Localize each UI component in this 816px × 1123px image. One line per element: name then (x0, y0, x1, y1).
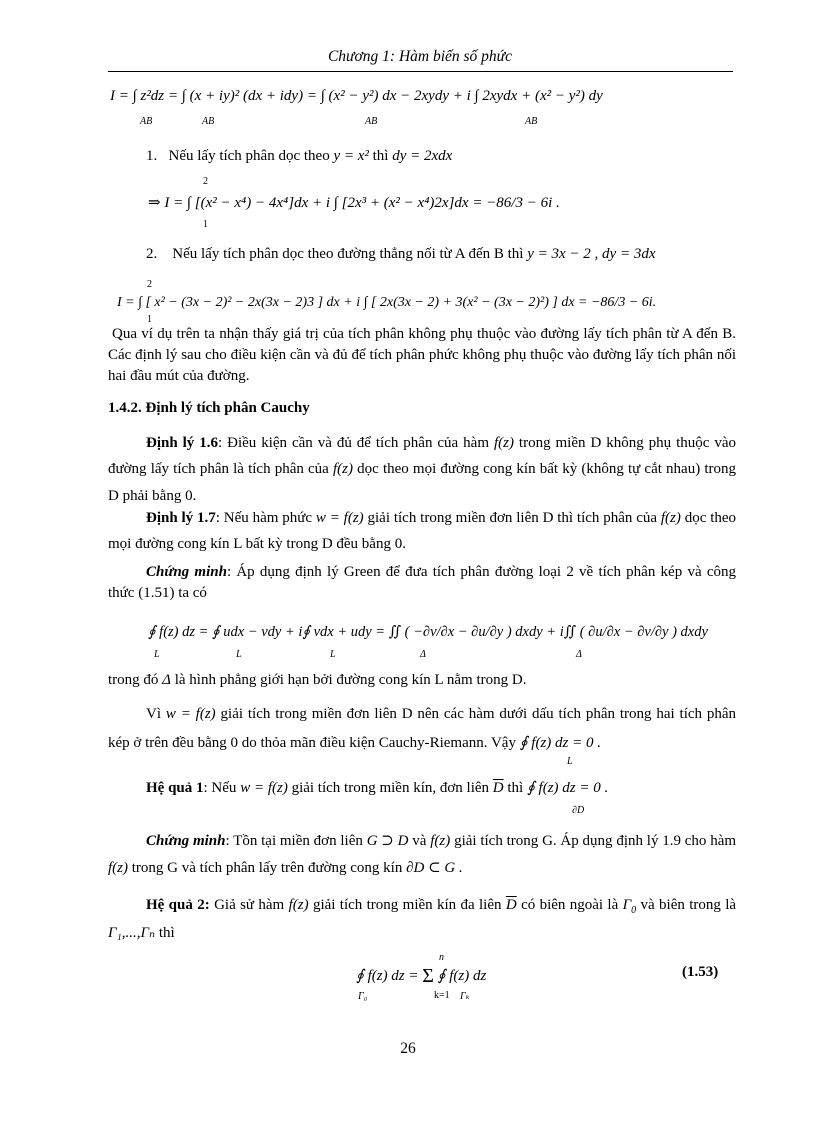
proof-1-p2-eq: ∮ f(z) dz = 0 . (519, 734, 601, 751)
proof-1-sub-l-2: L (236, 649, 242, 660)
page-number: 26 (400, 1040, 416, 1057)
subscript-ab-1: AB (140, 116, 153, 127)
section-heading: 1.4.2. Định lý tích phân Cauchy (108, 400, 310, 416)
theorem-1-7-label: Định lý 1.7 (146, 510, 216, 526)
corollary-2-gammas: Γ₁,...,Γₙ (108, 924, 156, 941)
proof-2-m3: f(z) (108, 860, 128, 876)
corollary-2-text-a: Giả sử hàm (214, 897, 285, 913)
gamma-sub: 0 (631, 905, 637, 916)
eq-1-53-lhs: ∮ f(z) dz = (356, 968, 423, 984)
item-1-lower-limit: 1 (203, 219, 208, 230)
gamma-symbol: Γ (622, 897, 632, 913)
item-2-lower-limit: 1 (147, 314, 152, 325)
theorem-1-6-fz-2: f(z) (333, 461, 353, 478)
corollary-1-label: Hệ quả 1 (146, 780, 204, 796)
item-1-math-1: y = x² (333, 148, 369, 164)
proof-2-m1: G ⊃ D (366, 833, 409, 849)
theorem-1-6 (108, 430, 736, 509)
proof-2 (108, 828, 736, 882)
theorem-1-7-text-a: : Nếu hàm phức (215, 510, 313, 526)
corollary-2-fz: f(z) (288, 897, 309, 913)
proof-2-text-b: và (412, 833, 427, 849)
item-1-text-2: thì (372, 148, 389, 164)
theorem-1-6-fz: f(z) (493, 435, 514, 451)
proof-2-label: Chứng minh (146, 833, 226, 849)
delta-symbol: Δ (162, 672, 171, 688)
corollary-2-text-b: giải tích trong miền kín đa liên (312, 897, 502, 913)
proof-1-p2-a: Vì (146, 706, 161, 722)
proof-1-sub-delta-1: Δ (420, 649, 426, 660)
eq-1-53-sub-gk: Γₖ (460, 991, 470, 1002)
equation-integral-ab: I = ∫ z²dz = ∫ (x + iy)² (dx + idy) = ∫ (x² − y²) dx − 2xydy + i ∫ 2xydx + (x² − y²) dy (110, 88, 603, 104)
item-1-upper-limit: 2 (203, 176, 208, 187)
equation-1-53 (356, 962, 486, 990)
proof-1-after (108, 670, 526, 691)
corollary-1 (146, 778, 608, 799)
corollary-1-text-c: thì (507, 780, 524, 796)
theorem-1-7-text-b: giải tích trong miền đơn liên D thì tích phân của (367, 510, 658, 526)
item-2-equation: I = ∫ [ x² − (3x − 2)² − 2x(3x − 2)3 ] dx + i ∫ [ 2x(3x − 2) + 3(x² − (3x − 2)²) ] dx = −86/3 − 6i. (117, 295, 657, 310)
proof-1-equation: ∮ f(z) dz = ∮ udx − vdy + i∮ vdx + udy = ∬ ( −∂v/∂x − ∂u/∂y ) dxdy + i∬ ( ∂u/∂x − ∂v/∂y ) dxdy (148, 624, 708, 640)
corollary-2-text-d: và biên trong là (640, 897, 737, 913)
item-2-math: y = 3x − 2 , dy = 3dx (527, 246, 656, 262)
proof-2-text-d: trong G và tích phân lấy trên đường cong kín (131, 860, 403, 876)
proof-1-after-a: trong đó (108, 672, 159, 688)
proof-1 (108, 562, 736, 604)
proof-1-paragraph-2 (108, 700, 736, 757)
eq-1-53-sum-upper: n (439, 952, 444, 963)
theorem-1-7 (108, 505, 736, 558)
proof-2-m4: ∂D ⊂ G . (406, 860, 463, 876)
proof-1-sub-delta-2: Δ (576, 649, 582, 660)
item-1-equation: ⇒ I = ∫ [(x² − x⁴) − 4x⁴]dx + i ∫ [2x³ + (x² − x⁴)2x]dx = −86/3 − 6i . (148, 195, 560, 211)
corollary-2-d: $\overline{D}$ (505, 897, 517, 913)
corollary-1-w: w = f(z) (240, 780, 288, 796)
theorem-1-7-text-c: dọc theo mọi đường cong kín L bất kỳ trong D đều bằng 0. (108, 510, 737, 553)
item-2-number: 2. (146, 246, 158, 262)
subscript-ab-3: AB (365, 116, 378, 127)
proof-1-p2-w: w = f(z) (165, 706, 216, 722)
proof-1-p2-sub-l: L (567, 756, 573, 767)
corollary-2 (108, 892, 736, 948)
corollary-2-gamma0 (622, 897, 637, 916)
proof-1-label: Chứng minh (146, 564, 227, 580)
proof-2-m2: f(z) (430, 833, 451, 849)
theorem-1-6-text-c: dọc theo mọi đường cong kín bất kỳ (không tự cắt nhau) trong D phải bằng 0. (108, 461, 737, 504)
proof-2-text-a: : Tồn tại miền đơn liên (225, 833, 363, 849)
corollary-2-label: Hệ quả 2: (146, 897, 210, 913)
eq-1-53-sum-lower: k=1 (434, 990, 450, 1001)
eq-1-53-sub-g0: Γ₀ (358, 991, 368, 1002)
subscript-ab-4: AB (525, 116, 538, 127)
item-2-text: Nếu lấy tích phân dọc theo đường thẳng nối từ A đến B thì (172, 246, 524, 262)
corollary-2-text-e: thì (158, 924, 175, 941)
page-header: Chương 1: Hàm biến số phức (327, 48, 513, 65)
subscript-ab-2: AB (202, 116, 215, 127)
corollary-2-text-c: có biên ngoài là (521, 897, 619, 913)
proof-1-after-b: là hình phẳng giới hạn bởi đường cong kín L nằm trong D. (174, 672, 527, 688)
proof-1-p2-b: giải tích trong miền đơn liên D nên các hàm dưới dấu tích phân trong hai tích phân kép ở trên đều bằng 0 do thỏa mãn điều kiện Cauchy-Riemann. Vậy (108, 706, 737, 751)
item-1-text: Nếu lấy tích phân dọc theo (168, 148, 330, 164)
corollary-1-eq: ∮ f(z) dz = 0 . (526, 780, 609, 796)
corollary-1-d: $\overline{D}$ (492, 780, 504, 796)
proof-1-sub-l-3: L (330, 649, 336, 660)
item-1 (146, 146, 452, 167)
corollary-1-sub: ∂D (572, 805, 585, 816)
theorem-1-7-fz: f(z) (660, 510, 681, 526)
theorem-1-6-text-b: trong miền D không phụ thuộc vào đường lấy tích phân là tích phân của (108, 435, 737, 478)
item-1-math-2: dy = 2xdx (392, 148, 453, 164)
item-1-number: 1. (146, 148, 158, 164)
sum-symbol: Σ (422, 965, 434, 987)
item-2 (146, 244, 655, 265)
theorem-1-6-text-a: : Điều kiện cần và đủ để tích phân của hàm (218, 435, 489, 451)
eq-1-53-rhs: ∮ f(z) dz (437, 968, 487, 984)
proof-1-sub-l-1: L (154, 649, 160, 660)
item-2-upper-limit: 2 (147, 279, 152, 290)
proof-2-text-c: giải tích trong G. Áp dụng định lý 1.9 cho hàm (454, 833, 737, 849)
remark-paragraph: Qua ví dụ trên ta nhận thấy giá trị của tích phân không phụ thuộc vào đường lấy tích phân từ A đến B. Các định lý sau cho điều kiện cần và đủ để tích phân phức không phụ thuộc vào đường lấy tích phân nối hai đầu mút của đường. (108, 326, 736, 384)
equation-number: (1.53) (682, 964, 719, 980)
corollary-1-text-a: : Nếu (203, 780, 237, 796)
proof-1-text: : Áp dụng định lý Green để đưa tích phân đường loại 2 về tích phân kép và công thức (1.51) ta có (108, 564, 736, 601)
theorem-1-7-w: w = f(z) (315, 510, 364, 526)
theorem-1-6-label: Định lý 1.6 (146, 435, 218, 451)
header-rule (108, 71, 733, 72)
corollary-1-text-b: giải tích trong miền kín, đơn liên (291, 780, 490, 796)
